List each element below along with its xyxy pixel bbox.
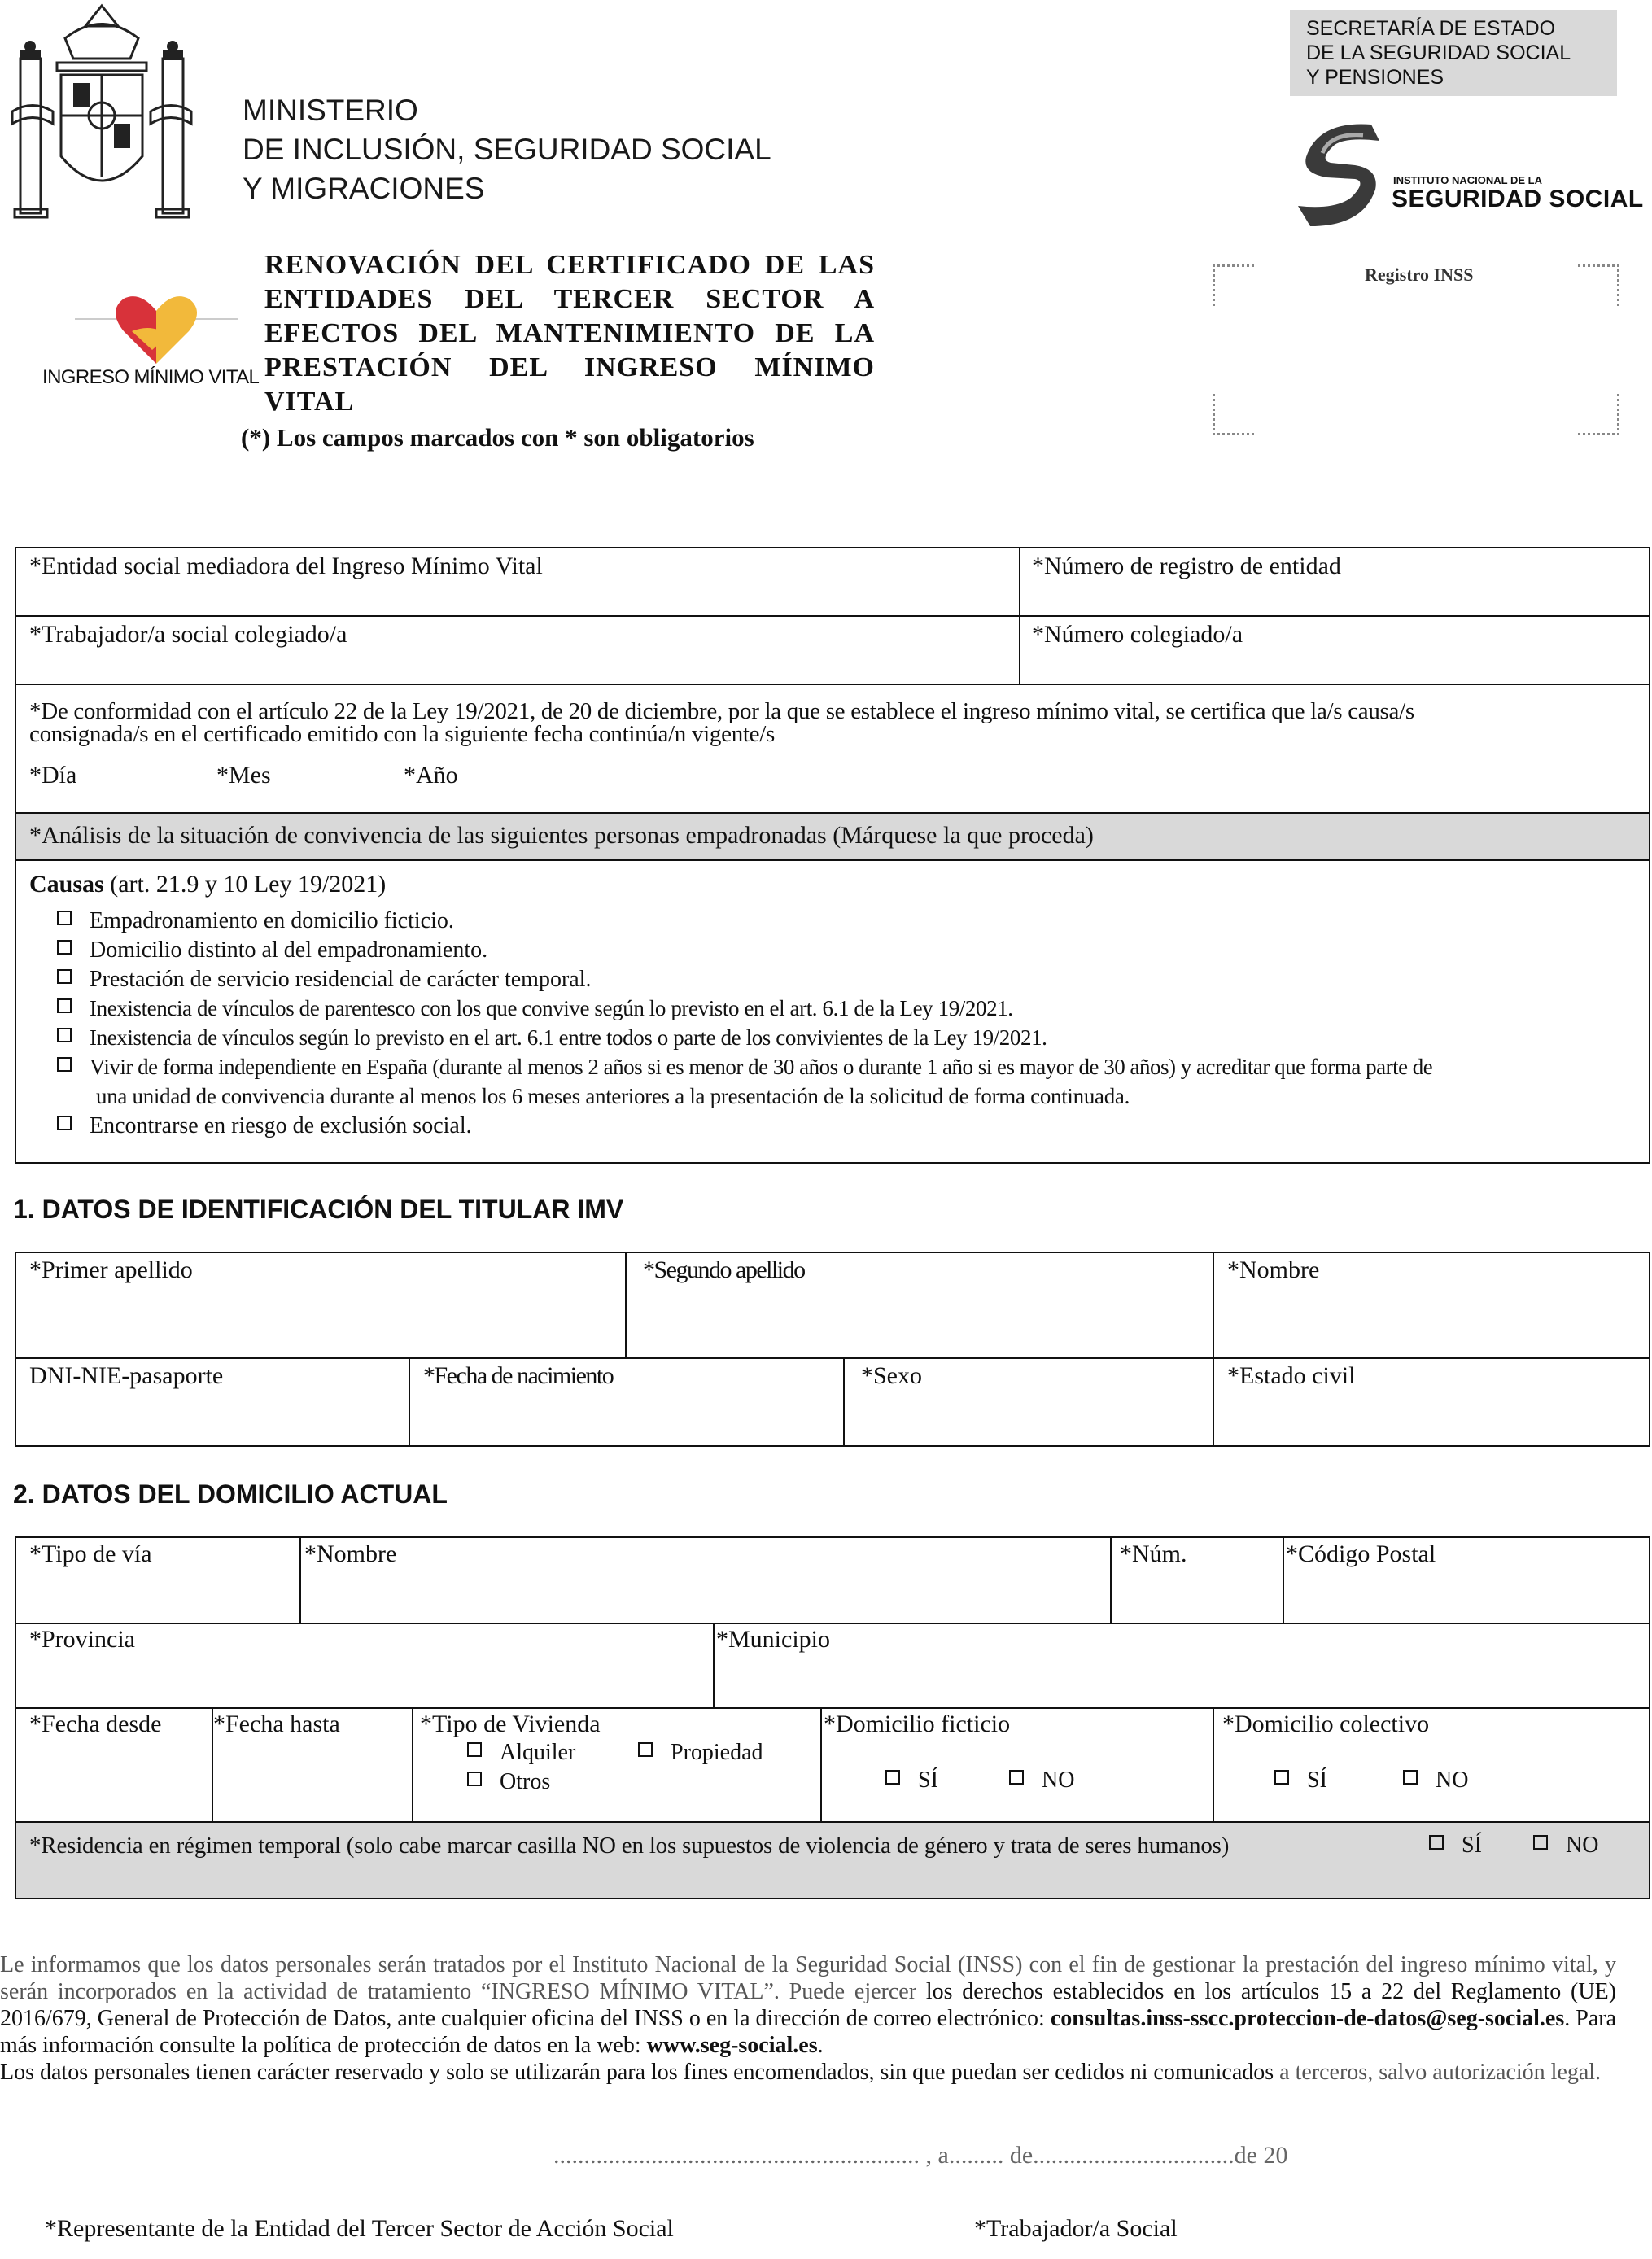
date-place-line[interactable]: ............................................................ , a......... de.................................de 20 (553, 2142, 1288, 2169)
cause-item[interactable]: Domicilio distinto al del empadronamiento. (57, 937, 487, 963)
dia-field[interactable]: *Día (29, 762, 77, 789)
cause-item[interactable]: Inexistencia de vínculos de parentesco con los que convive según lo previsto en el art. 6.1 de la Ley 19/2021. (57, 996, 1013, 1021)
checkbox[interactable] (57, 998, 72, 1013)
numero-registro-field[interactable]: *Número de registro de entidad (1032, 553, 1341, 579)
dni-field[interactable]: DNI-NIE-pasaporte (29, 1362, 224, 1389)
anio-field[interactable]: *Año (404, 762, 458, 789)
domicilio-colectivo-label: *Domicilio colectivo (1222, 1711, 1430, 1737)
tipo-vivienda-label: *Tipo de Vivienda (420, 1711, 601, 1737)
checkbox[interactable] (57, 1057, 72, 1072)
privacy-text: . (817, 2033, 824, 2058)
checkbox[interactable] (57, 969, 72, 984)
ministry-line: Y MIGRACIONES (243, 172, 485, 205)
checkbox[interactable] (1533, 1835, 1548, 1850)
checkbox[interactable] (1429, 1835, 1444, 1850)
causas-bold: Causas (29, 871, 104, 898)
checkbox[interactable] (638, 1742, 653, 1757)
fecha-desde-field[interactable]: *Fecha desde (29, 1711, 162, 1737)
checkbox[interactable] (57, 1116, 72, 1130)
checkbox[interactable] (57, 911, 72, 925)
municipio-field[interactable]: *Municipio (716, 1626, 830, 1653)
cause-item[interactable]: Vivir de forma independiente en España (durante al menos 2 años si es menor de 30 años o durante 1 año si es mayor de 30 años) y acreditar que forma parte de (57, 1055, 1432, 1080)
ficticio-no-option[interactable]: NO (1009, 1767, 1074, 1794)
residencia-label: *Residencia en régimen temporal (solo cabe marcar casilla NO en los supuestos de violencia de género y trata de seres humanos) (29, 1833, 1230, 1859)
conformidad-text: consignada/s en el certificado emitido con la siguiente fecha continúa/n vigente/s (29, 721, 775, 747)
checkbox[interactable] (1009, 1770, 1024, 1785)
via-nombre-field[interactable]: *Nombre (304, 1540, 397, 1567)
cause-item[interactable]: Inexistencia de vínculos según lo previsto en el art. 6.1 entre todos o parte de los convivientes de la Ley 19/2021. (57, 1025, 1047, 1051)
provincia-field[interactable]: *Provincia (29, 1626, 135, 1653)
cause-item-cont: una unidad de convivencia durante al menos los 6 meses anteriores a la presentación de la solicitud de forma continuada. (96, 1084, 1130, 1108)
secretaria-line: DE LA SEGURIDAD SOCIAL (1306, 42, 1571, 64)
checkbox[interactable] (467, 1742, 482, 1757)
causas-heading (29, 871, 386, 898)
inss-logo (1294, 120, 1383, 230)
privacy-email[interactable]: consultas.inss-sscc.proteccion-de-datos@seg-social.es (1050, 2006, 1565, 2031)
primer-apellido-field[interactable]: *Primer apellido (29, 1256, 193, 1283)
form-title: RENOVACIÓN DEL CERTIFICADO DE LAS ENTIDADES DEL TERCER SECTOR A EFECTOS DEL MANTENIMIENTO DE LA PRESTACIÓN DEL INGRESO MÍNIMO VITAL (264, 250, 875, 417)
causas-rest: (art. 21.9 y 10 Ley 19/2021) (103, 871, 387, 898)
checkbox[interactable] (885, 1770, 900, 1785)
mes-field[interactable]: *Mes (216, 762, 271, 789)
ministry-line: MINISTERIO (243, 94, 418, 127)
checkbox[interactable] (1403, 1770, 1418, 1785)
secretaria-line: Y PENSIONES (1306, 66, 1444, 89)
ficticio-si-option[interactable]: SÍ (885, 1767, 938, 1794)
privacy-text: Le informamos que los datos personales serán tratados por el Instituto Nacional de la Seguridad Social (INSS) con el fin de gestionar la prestación del ingreso mínimo vital, y serán incorporados en la actividad de tratamiento “INGRESO MÍNIMO VITAL”. Puede ejercer (0, 1952, 1616, 2004)
imv-heart-logo (75, 286, 238, 368)
residencia-si-option[interactable]: SÍ (1429, 1833, 1482, 1859)
secretaria-line: SECRETARÍA DE ESTADO (1306, 17, 1556, 40)
nombre-field[interactable]: *Nombre (1227, 1256, 1320, 1283)
imv-label: INGRESO MÍNIMO VITAL (42, 366, 260, 388)
colectivo-no-option[interactable]: NO (1403, 1767, 1468, 1794)
colectivo-si-option[interactable]: SÍ (1274, 1767, 1327, 1794)
entidad-field[interactable]: *Entidad social mediadora del Ingreso Mínimo Vital (29, 553, 543, 579)
propiedad-option[interactable]: Propiedad (638, 1740, 763, 1766)
privacy-notice (0, 1951, 1616, 2086)
section2-title: 2. DATOS DEL DOMICILIO ACTUAL (13, 1479, 448, 1509)
tipo-via-field[interactable]: *Tipo de vía (29, 1540, 152, 1567)
ministry-line: DE INCLUSIÓN, SEGURIDAD SOCIAL (243, 133, 771, 166)
privacy-text: los derechos establecidos en los artículos 15 a 22 del Reglamento (UE) 2016/679, General de Protección de Datos, ante cualquier oficina del INSS o en la dirección de correo electrónico: (0, 1979, 1616, 2031)
cause-item[interactable]: Prestación de servicio residencial de carácter temporal. (57, 967, 591, 993)
sexo-field[interactable]: *Sexo (861, 1362, 922, 1389)
numero-colegiado-field[interactable]: *Número colegiado/a (1032, 621, 1243, 648)
cause-item[interactable]: Encontrarse en riesgo de exclusión social. (57, 1113, 472, 1139)
ministry-name (243, 91, 771, 208)
num-field[interactable]: *Núm. (1120, 1540, 1187, 1567)
estado-civil-field[interactable]: *Estado civil (1227, 1362, 1356, 1389)
privacy-web-link[interactable]: www.seg-social.es (646, 2033, 818, 2058)
registro-stamp-area (1213, 264, 1619, 435)
privacy-text: a terceros, salvo autorización legal. (1279, 2060, 1602, 2085)
fecha-hasta-field[interactable]: *Fecha hasta (213, 1711, 340, 1737)
codigo-postal-field[interactable]: *Código Postal (1286, 1540, 1436, 1567)
cause-item[interactable]: Empadronamiento en domicilio ficticio. (57, 908, 454, 934)
fecha-nacimiento-field[interactable]: *Fecha de nacimiento (423, 1362, 614, 1389)
trabajador-signature-label: *Trabajador/a Social (974, 2215, 1178, 2242)
residencia-no-option[interactable]: NO (1533, 1833, 1598, 1859)
inss-big-label: SEGURIDAD SOCIAL (1392, 186, 1644, 212)
checkbox[interactable] (57, 940, 72, 955)
representante-signature-label: *Representante de la Entidad del Tercer Sector de Acción Social (45, 2215, 674, 2242)
required-fields-note: (*) Los campos marcados con * son obligatorios (241, 423, 754, 452)
secretaria-box (1290, 10, 1617, 96)
privacy-text: Los datos personales tienen carácter reservado y solo se utilizarán para los fines encomendados, sin que puedan ser cedidos ni comunicados (0, 2060, 1280, 2085)
privacy-text: . Para más información consulte la política de protección de datos en la web: (0, 2006, 1616, 2058)
checkbox[interactable] (57, 1028, 72, 1042)
trabajador-field[interactable]: *Trabajador/a social colegiado/a (29, 621, 347, 648)
checkbox[interactable] (1274, 1770, 1289, 1785)
alquiler-option[interactable]: Alquiler (467, 1740, 575, 1766)
domicilio-ficticio-label: *Domicilio ficticio (824, 1711, 1011, 1737)
registro-label: Registro INSS (1365, 264, 1474, 285)
conformidad-text: *De conformidad con el artículo 22 de la Ley 19/2021, de 20 de diciembre, por la que se establece el ingreso mínimo vital, se certifica que la/s causa/s (29, 698, 1414, 724)
inss-small-label: INSTITUTO NACIONAL DE LA (1393, 174, 1542, 186)
coat-of-arms-logo (8, 2, 195, 221)
titular-table (15, 1252, 1650, 1447)
section1-title: 1. DATOS DE IDENTIFICACIÓN DEL TITULAR IMV (13, 1195, 624, 1224)
analisis-label: *Análisis de la situación de convivencia de las siguientes personas empadronadas (Márquese la que proceda) (29, 822, 1094, 849)
segundo-apellido-field[interactable]: *Segundo apellido (643, 1256, 805, 1283)
otros-option[interactable]: Otros (467, 1769, 550, 1795)
checkbox[interactable] (467, 1772, 482, 1786)
